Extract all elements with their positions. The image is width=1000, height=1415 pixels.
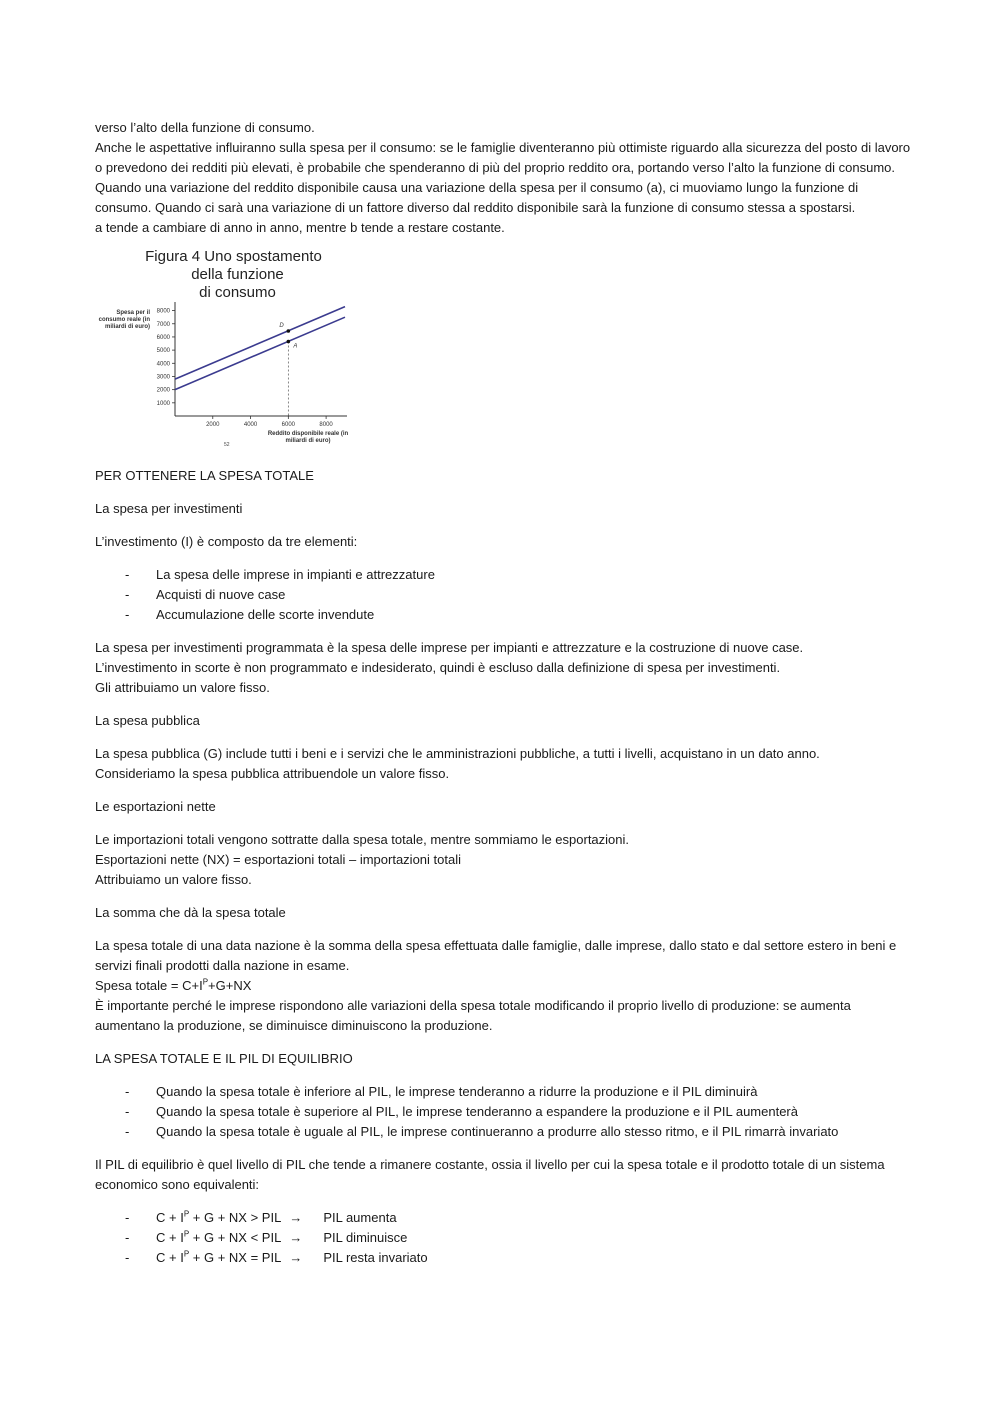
total-spending-formula: Spesa totale = $C+I^P+G+NX$ <box>95 977 252 993</box>
intro-paragraph-2: Anche le aspettative influiranno sulla spesa per il consumo: se le famiglie diventeranno più ottimiste riguardo alla sicurezza del posto di lavoro o prevedono dei redditi più elevati, è probabile che spenderanno di più del proprio reddito ora, portando verso l’alto la funzione di consumo. <box>95 140 911 175</box>
investment-paragraph-2: L’investimento in scorte è non programmato e indesiderato, quindi è escluso dalla definizione di spesa per investimenti. <box>95 660 781 675</box>
list-item: - Quando la spesa totale è superiore al PIL, le imprese tenderanno a espandere la produzione e il PIL aumenterà <box>125 1104 798 1119</box>
chart-y-axis-label: Spesa per il consumo reale (in miliardi di euro) <box>98 310 150 330</box>
section-heading-sum: La somma che dà la spesa totale <box>95 905 286 920</box>
x-tick-label: 4000 <box>243 422 258 428</box>
arrow-icon: → <box>289 1230 303 1245</box>
x-tick-label: 6000 <box>281 422 296 428</box>
investment-components-list <box>95 565 915 625</box>
point-a <box>287 340 291 344</box>
list-item: - La spesa delle imprese in impianti e attrezzature <box>125 567 435 582</box>
public-spending-paragraph-1: La spesa pubblica (G) include tutti i beni e i servizi che le amministrazioni pubbliche, a tutti i livelli, acquistano in un dato anno. <box>95 746 820 761</box>
point-label-a: A <box>293 343 298 350</box>
figure-page-number: 52 <box>224 442 230 448</box>
y-tick-label: 3000 <box>156 374 170 381</box>
section-heading-public-spending: La spesa pubblica <box>95 713 200 728</box>
list-item: - Quando la spesa totale è uguale al PIL, le imprese continueranno a produrre allo stesso ritmo, e il PIL rimarrà invariato <box>125 1124 839 1139</box>
list-item: - $C + I^P + G$ + NX = PIL → PIL resta invariato <box>95 1248 915 1268</box>
document-page <box>95 118 915 1268</box>
net-exports-formula: Esportazioni nette (NX) = esportazioni totali – importazioni totali <box>95 852 461 867</box>
public-spending-paragraph-2: Consideriamo la spesa pubblica attribuendole un valore fisso. <box>95 766 450 781</box>
consumption-chart <box>98 248 358 460</box>
equilibrium-paragraph: Il PIL di equilibrio è quel livello di PIL che tende a rimanere costante, ossia il livello per cui la spesa totale e il prodotto totale di un sistema economico sono equivalenti: <box>95 1157 885 1192</box>
figure-title-line-3: di consumo <box>199 284 276 301</box>
x-tick-label: 2000 <box>206 422 220 428</box>
arrow-icon: → <box>289 1210 303 1225</box>
y-tick-label: 6000 <box>156 334 170 341</box>
y-tick-label: 2000 <box>156 387 170 394</box>
list-item: - $C + I^P + G$ + NX > PIL → PIL aumenta <box>95 1208 915 1228</box>
y-tick-label: 1000 <box>156 400 170 407</box>
list-item: - Accumulazione delle scorte invendute <box>125 607 375 622</box>
equilibrium-conditions-list <box>95 1082 915 1142</box>
list-item: - Acquisti di nuove case <box>125 587 286 602</box>
consumption-function-figure <box>98 248 358 460</box>
figure-title-line-2: della funzione <box>191 266 284 283</box>
y-tick-label: 4000 <box>156 361 170 368</box>
list-item: - $C + I^P + G$ + NX < PIL → PIL diminuisce <box>95 1228 915 1248</box>
arrow-icon: → <box>289 1250 303 1265</box>
section-heading-investment: La spesa per investimenti <box>95 501 243 516</box>
net-exports-paragraph-3: Attribuiamo un valore fisso. <box>95 872 252 887</box>
list-item: - Quando la spesa totale è inferiore al PIL, le imprese tenderanno a ridurre la produzione e il PIL diminuirà <box>125 1084 758 1099</box>
section-heading-total-spending: PER OTTENERE LA SPESA TOTALE <box>95 468 314 483</box>
investment-paragraph-1: La spesa per investimenti programmata è la spesa delle imprese per impianti e attrezzature e la costruzione di nuove case. <box>95 640 804 655</box>
figure-title-line-1: Figura 4 Uno spostamento <box>145 248 322 265</box>
total-spending-paragraph-2: È importante perché le imprese rispondono alle variazioni della spesa totale modificando il proprio livello di produzione: se aumenta aumentano la produzione, se diminuisce diminuiscono la produzione. <box>95 998 851 1033</box>
point-label-d: D <box>279 323 284 330</box>
y-tick-label: 7000 <box>156 321 170 328</box>
section-heading-net-exports: Le esportazioni nette <box>95 799 216 814</box>
intro-paragraph-4: a tende a cambiare di anno in anno, mentre b tende a restare costante. <box>95 220 505 235</box>
y-tick-label: 5000 <box>156 348 170 355</box>
point-d <box>287 329 291 333</box>
consumption-function-line-2 <box>175 317 345 389</box>
x-tick-label: 8000 <box>319 422 333 428</box>
investment-paragraph-3: Gli attribuiamo un valore fisso. <box>95 680 270 695</box>
consumption-function-line-1 <box>175 307 345 379</box>
chart-x-axis-label: Reddito disponibile reale (in miliardi di euro) <box>267 431 349 444</box>
intro-paragraph-1: verso l’alto della funzione di consumo. <box>95 120 315 135</box>
equilibrium-equations-list <box>95 1208 915 1268</box>
section-heading-equilibrium: LA SPESA TOTALE E IL PIL DI EQUILIBRIO <box>95 1051 353 1066</box>
net-exports-paragraph-1: Le importazioni totali vengono sottratte dalla spesa totale, mentre sommiamo le esportazioni. <box>95 832 630 847</box>
investment-intro: L’investimento (I) è composto da tre elementi: <box>95 534 358 549</box>
total-spending-paragraph-1: La spesa totale di una data nazione è la somma della spesa effettuata dalle famiglie, dalle imprese, dallo stato e dal settore estero in beni e servizi finali prodotti dalla nazione in esame. <box>95 938 897 973</box>
y-tick-label: 8000 <box>156 308 170 315</box>
intro-paragraph-3: Quando una variazione del reddito disponibile causa una variazione della spesa per il consumo (a), ci muoviamo lungo la funzione di consumo. Quando ci sarà una variazione di un fattore diverso dal reddito disponibile sarà la funzione di consumo stessa a spostarsi. <box>95 180 859 215</box>
